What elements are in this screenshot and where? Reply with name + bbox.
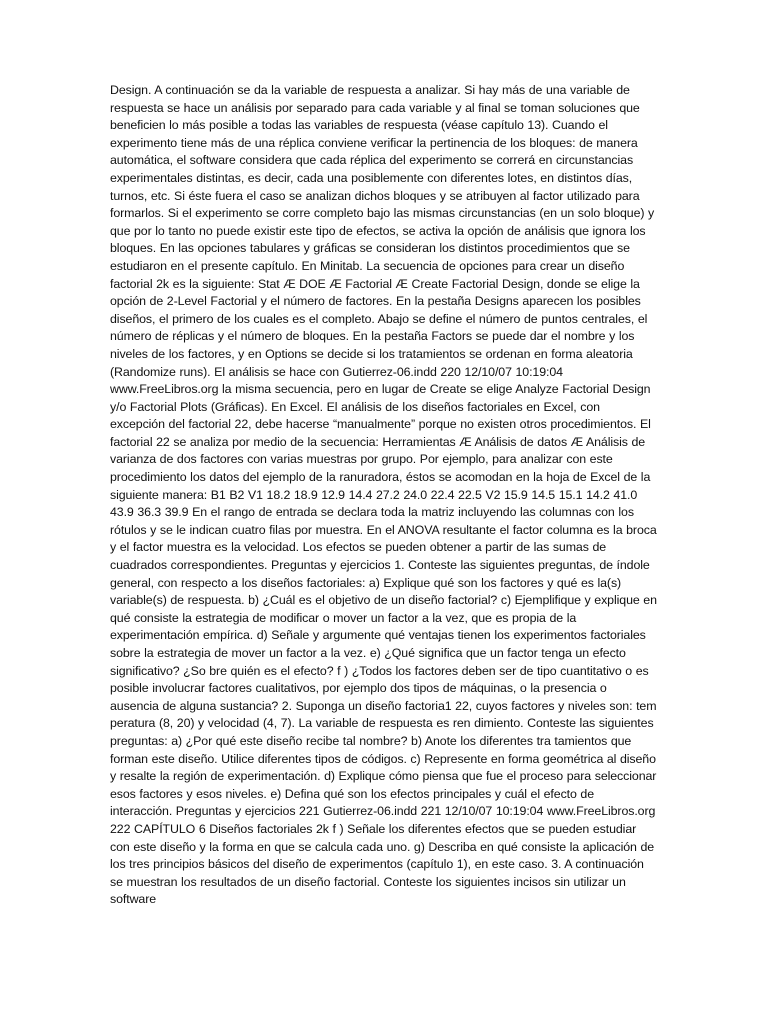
- document-body: [110, 82, 658, 909]
- body-paragraph: Design. A continuación se da la variable de respuesta a analizar. Si hay más de una variable de respuesta se hace un análisis por separado para cada variable y al final se toman soluciones que beneficien lo más posible a todas las variables de respuesta (véase capítulo 13). Cuando el experimento tiene más de una réplica conviene verificar la pertinencia de los bloques: de manera automática, el software considera que cada réplica del experimento se correrá en circunstancias experimentales distintas, es decir, cada una posiblemente con diferentes lotes, en distintos días, turnos, etc. Si éste fuera el caso se analizan dichos bloques y se atribuyen al factor utilizado para formarlos. Si el experimento se corre completo bajo las mismas circunstancias (en un solo bloque) y que por lo tanto no puede existir este tipo de efectos, se activa la opción de análisis que ignora los bloques. En las opciones tabulares y gráficas se consideran los distintos procedimientos que se estudiaron en el presente capítulo. En Minitab. La secuencia de opciones para crear un diseño factorial 2k es la siguiente: Stat Æ DOE Æ Factorial Æ Create Factorial Design, donde se elige la opción de 2-Level Factorial y el número de factores. En la pestaña Designs aparecen los posibles diseños, el primero de los cuales es el completo. Abajo se define el número de puntos centrales, el número de réplicas y el número de bloques. En la pestaña Factors se puede dar el nombre y los niveles de los factores, y en Options se decide si los tratamientos se ordenan en forma aleatoria (Randomize runs). El análisis se hace con Gutierrez-06.indd 220 12/10/07 10:19:04 www.FreeLibros.org la misma secuencia, pero en lugar de Create se elige Analyze Factorial Design y/o Factorial Plots (Gráficas). En Excel. El análisis de los diseños factoriales en Excel, con excepción del factorial 22, debe hacerse “manualmente” porque no existen otros procedimientos. El factorial 22 se analiza por medio de la secuencia: Herramientas Æ Análisis de datos Æ Análisis de varianza de dos factores con varias muestras por grupo. Por ejemplo, para analizar con este procedimiento los datos del ejemplo de la ranuradora, éstos se acomodan en la hoja de Excel de la siguiente manera: B1 B2 V1 18.2 18.9 12.9 14.4 27.2 24.0 22.4 22.5 V2 15.9 14.5 15.1 14.2 41.0 43.9 36.3 39.9 En el rango de entrada se declara toda la matriz incluyendo las columnas con los rótulos y se le indican cuatro filas por muestra. En el ANOVA resultante el factor columna es la broca y el factor muestra es la velocidad. Los efectos se pueden obtener a partir de las sumas de cuadrados correspondientes. Preguntas y ejercicios 1. Conteste las siguientes preguntas, de índole general, con respecto a los diseños factoriales: a) Explique qué son los factores y qué es la(s) variable(s) de respuesta. b) ¿Cuál es el objetivo de un diseño factorial? c) Ejemplifique y explique en qué consiste la estrategia de modificar o mover un factor a la vez, que es propia de la experimentación empírica. d) Señale y argumente qué ventajas tienen los experimentos factoriales sobre la estrategia de mover un factor a la vez. e) ¿Qué significa que un factor tenga un efecto significativo? ¿So bre quién es el efecto? f ) ¿Todos los factores deben ser de tipo cuantitativo o es posible involucrar factores cualitativos, por ejemplo dos tipos de máquinas, o la presencia o ausencia de alguna sustancia? 2. Suponga un diseño factoria1 22, cuyos factores y niveles son: tem peratura (8, 20) y velocidad (4, 7). La variable de respuesta es ren dimiento. Conteste las siguientes preguntas: a) ¿Por qué este diseño recibe tal nombre? b) Anote los diferentes tra tamientos que forman este diseño. Utilice diferentes tipos de códigos. c) Represente en forma geométrica al diseño y resalte la región de experimentación. d) Explique cómo piensa que fue el proceso para seleccionar esos factores y esos niveles. e) Defina qué son los efectos principales y cuál el efecto de interacción. Preguntas y ejercicios 221 Gutierrez-06.indd 221 12/10/07 10:19:04 www.FreeLibros.org 222 CAPÍTULO 6 Diseños factoriales 2k f ) Señale los diferentes efectos que se pueden estudiar con este diseño y la forma en que se calcula cada uno. g) Describa en qué consiste la aplicación de los tres principios básicos del diseño de experimentos (capítulo 1), en este caso. 3. A continuación se muestran los resultados de un diseño factorial. Conteste los siguientes incisos sin utilizar un software: [110, 83, 657, 907]
